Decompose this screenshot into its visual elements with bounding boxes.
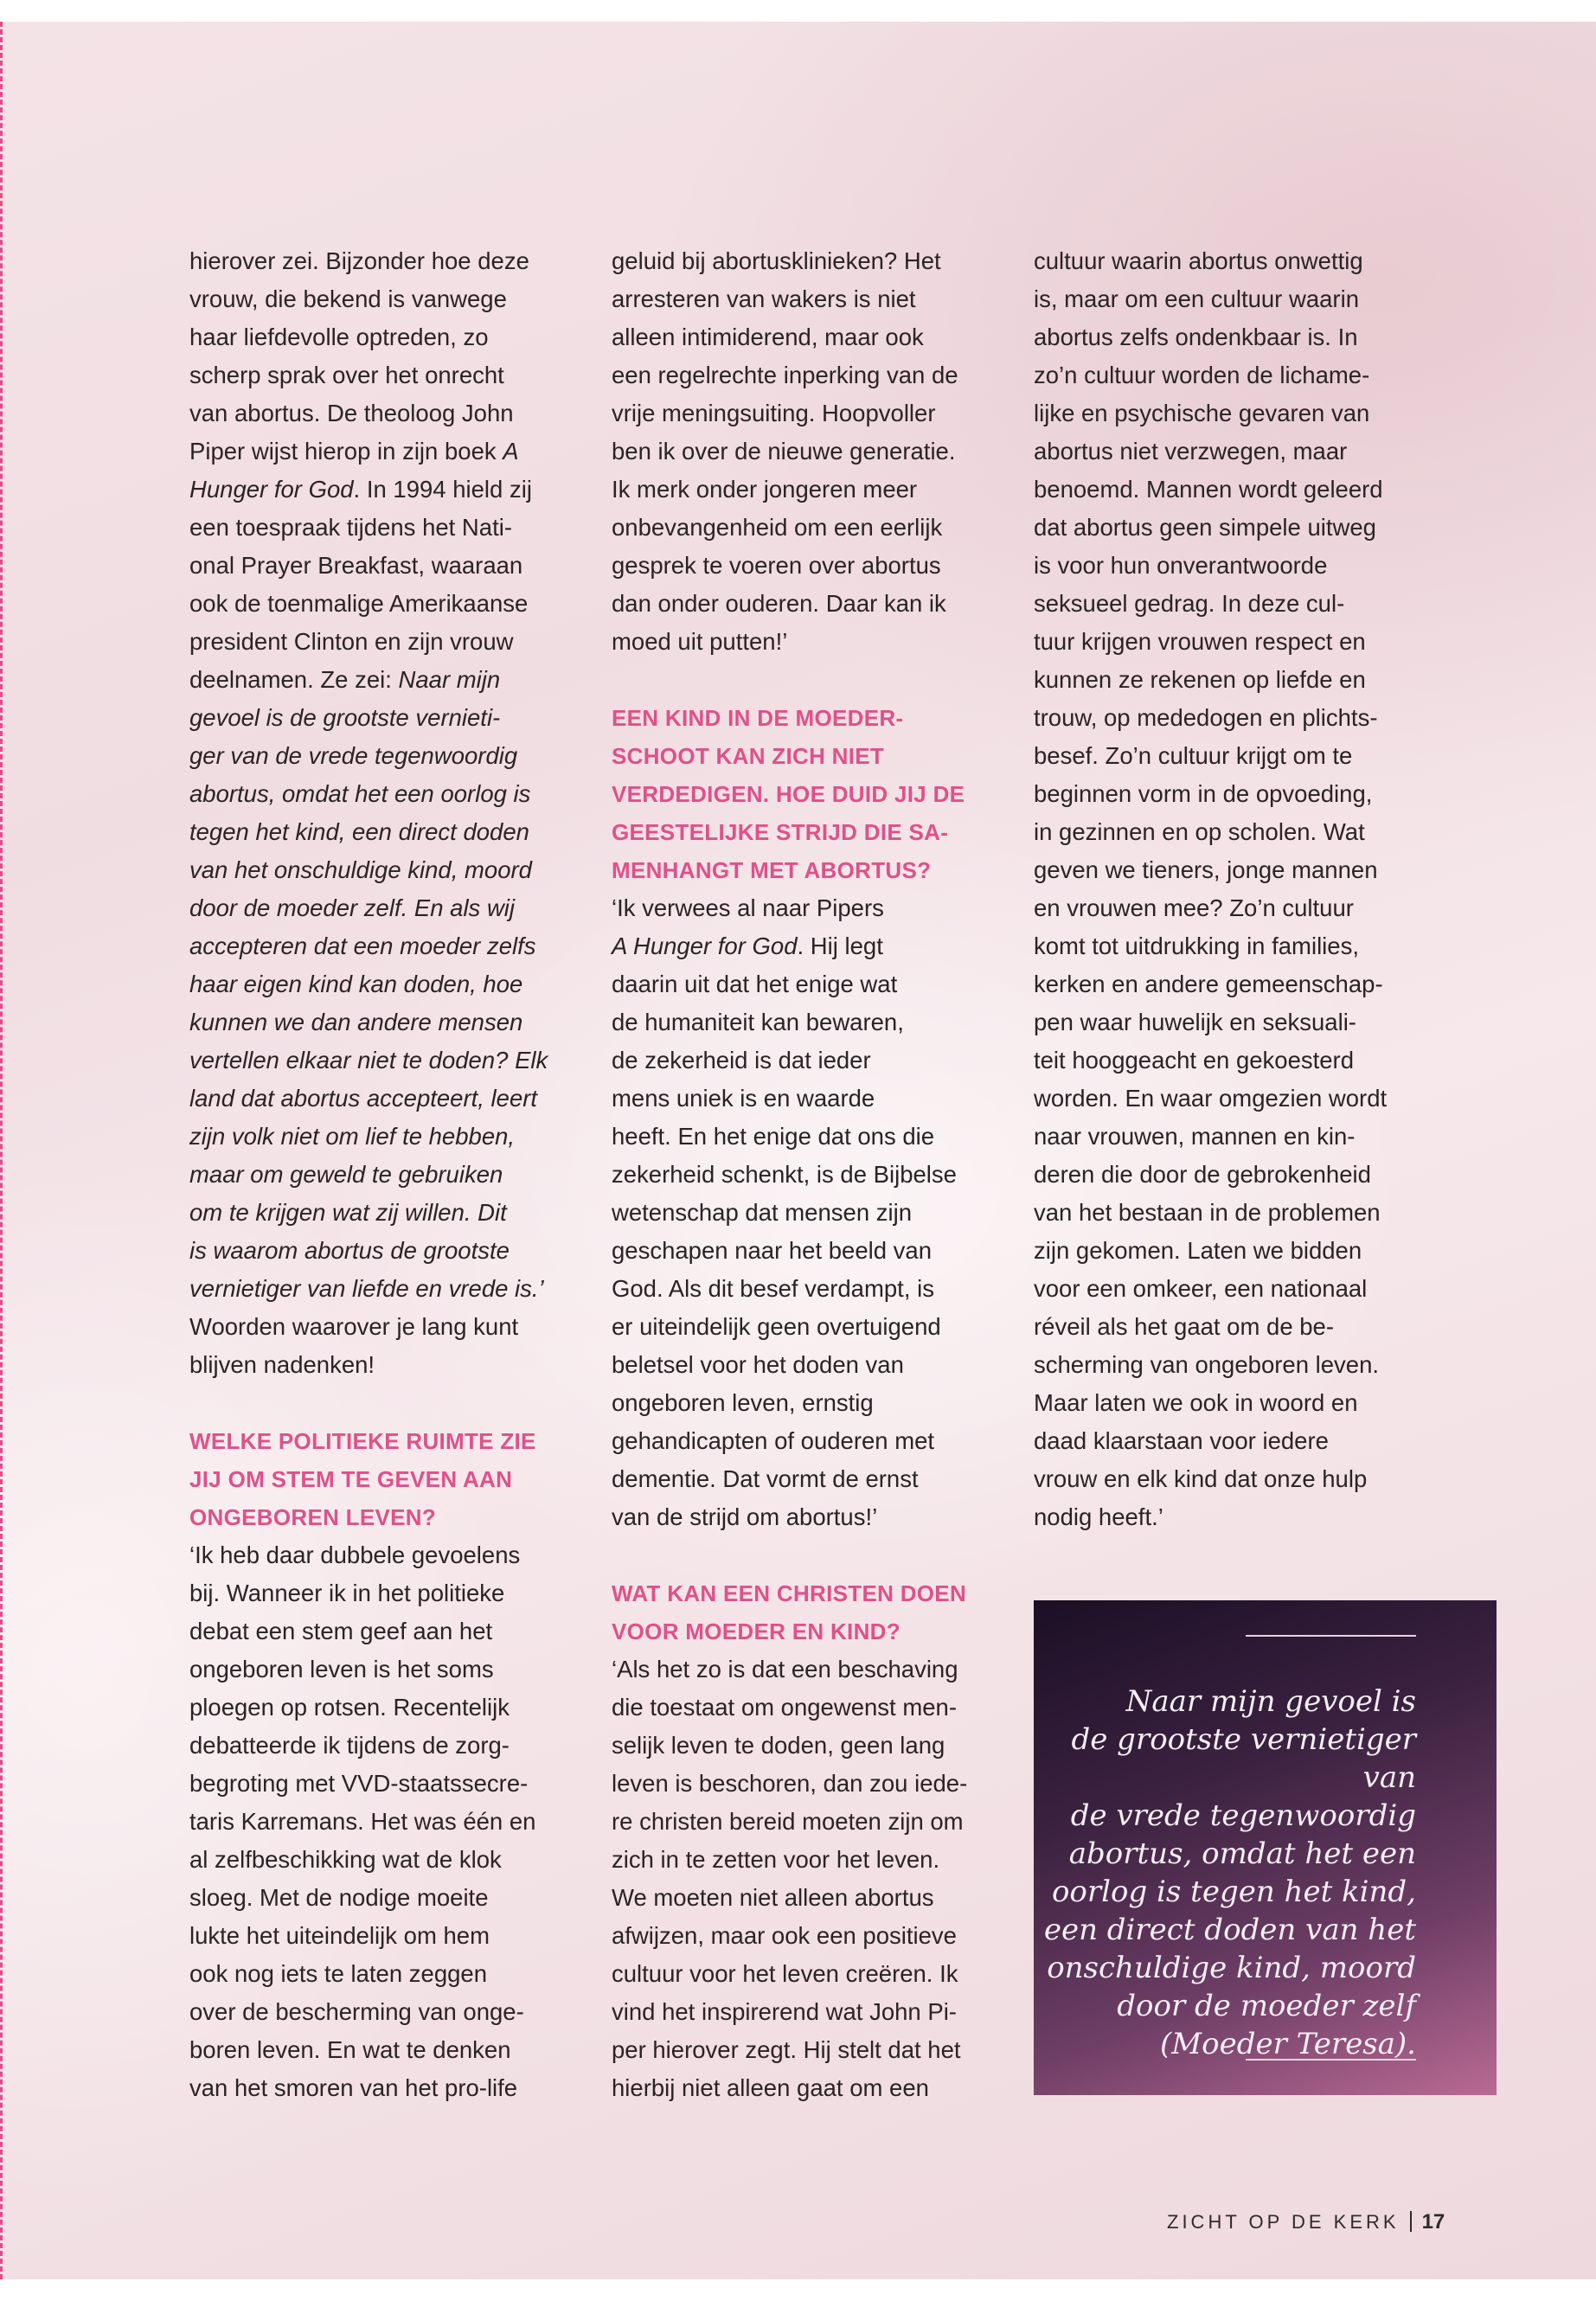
body-line: réveil als het gaat om de be-	[1034, 1313, 1334, 1340]
body-line: God. Als dit besef verdampt, is	[612, 1275, 934, 1302]
section-heading: MENHANGT MET ABORTUS?	[612, 857, 932, 883]
body-line: teit hooggeacht en gekoesterd	[1034, 1047, 1355, 1074]
body-line: zich in te zetten voor het leven.	[612, 1846, 940, 1873]
body-line: daarin uit dat het enige wat	[612, 971, 898, 997]
body-line: mens uniek is en waarde	[612, 1085, 875, 1112]
body-line: is voor hun onverantwoorde	[1034, 552, 1328, 579]
quote-line: om te krijgen wat zij willen. Dit	[189, 1199, 507, 1226]
body-line: onal Prayer Breakfast, waaraan	[189, 552, 523, 579]
body-line: van het smoren van het pro-life	[189, 2074, 518, 2101]
body-line: kerken en andere gemeenschap-	[1034, 971, 1383, 997]
body-line: onbevangenheid om een eerlijk	[612, 514, 943, 541]
body-line: voor een omkeer, een nationaal	[1034, 1275, 1368, 1302]
body-line: geschapen naar het beeld van	[612, 1237, 933, 1264]
pull-quote-line: een direct doden van het	[1043, 1913, 1416, 1947]
quote-line: maar om geweld te gebruiken	[189, 1161, 503, 1188]
body-line: een toespraak tijdens het Nati-	[189, 514, 512, 541]
page-number: 17	[1421, 2210, 1445, 2234]
page-footer	[1167, 2210, 1445, 2234]
paragraph-gap	[612, 1536, 992, 1574]
body-line: alleen intimiderend, maar ook	[612, 324, 924, 350]
body-line: ongeboren leven is het soms	[189, 1656, 494, 1682]
body-line: debat een stem geef aan het	[189, 1618, 493, 1644]
body-line: debatteerde ik tijdens de zorg-	[189, 1732, 510, 1759]
body-line: president Clinton en zijn vrouw	[189, 628, 514, 655]
quote-line: haar eigen kind kan doden, hoe	[189, 971, 523, 997]
body-line: ‘Ik heb daar dubbele gevoelens	[189, 1541, 521, 1568]
body-line: vrouw en elk kind dat onze hulp	[1034, 1465, 1368, 1492]
quote-rule-bottom	[1246, 2059, 1416, 2061]
body-line: komt tot uitdrukking in families,	[1034, 933, 1359, 959]
article-column-3	[1034, 242, 1414, 1536]
body-line: over de bescherming van onge-	[189, 1998, 524, 2025]
body-line: naar vrouwen, mannen en kin-	[1034, 1123, 1356, 1150]
quote-line: land dat abortus accepteert, leert	[189, 1085, 538, 1112]
body-line: heeft. En het enige dat ons die	[612, 1123, 935, 1150]
body-text: deelnamen. Ze zei:	[189, 666, 399, 693]
body-line: de zekerheid is dat ieder	[612, 1047, 871, 1074]
body-line: zekerheid schenkt, is de Bijbelse	[612, 1161, 957, 1188]
body-line: daad klaarstaan voor iedere	[1034, 1427, 1329, 1454]
pull-quote-line: oorlog is tegen het kind,	[1051, 1875, 1416, 1909]
book-title: A Hunger for God	[612, 933, 798, 959]
body-line: hierover zei. Bijzonder hoe deze	[189, 247, 529, 274]
body-line: abortus niet verzwegen, maar	[1034, 438, 1348, 465]
body-line: en vrouwen mee? Zo’n cultuur	[1034, 894, 1354, 921]
body-line	[189, 661, 570, 699]
quote-line: vertellen elkaar niet te doden? Elk	[189, 1047, 548, 1074]
body-line: vind het inspirerend wat John Pi-	[612, 1998, 957, 2025]
body-line: hierbij niet alleen gaat om een	[612, 2074, 929, 2101]
body-line: blijven nadenken!	[189, 1351, 375, 1378]
body-line: leven is beschoren, dan zou iede-	[612, 1770, 968, 1797]
body-line: besef. Zo’n cultuur krijgt om te	[1034, 742, 1353, 769]
section-heading: ONGEBOREN LEVEN?	[189, 1504, 437, 1530]
section-heading: WELKE POLITIEKE RUIMTE ZIE	[189, 1428, 536, 1454]
body-line: vrouw, die bekend is vanwege	[189, 285, 507, 312]
body-line: die toestaat om ongewenst men-	[612, 1694, 957, 1721]
body-line	[612, 927, 992, 965]
body-line: benoemd. Mannen wordt geleerd	[1034, 476, 1383, 503]
body-line: kunnen ze rekenen op liefde en	[1034, 666, 1366, 693]
section-heading: VERDEDIGEN. HOE DUID JIJ DE	[612, 781, 965, 807]
body-line: geluid bij abortusklinieken? Het	[612, 247, 941, 274]
body-line: scherp sprak over het onrecht	[189, 362, 504, 388]
body-line	[189, 433, 570, 471]
body-line: cultuur voor het leven creëren. Ik	[612, 1960, 958, 1987]
body-line: Maar laten we ook in woord en	[1034, 1389, 1358, 1416]
pull-quote-box	[1034, 1600, 1497, 2095]
body-line: er uiteindelijk geen overtuigend	[612, 1313, 941, 1340]
body-line: beletsel voor het doden van	[612, 1351, 904, 1378]
section-heading: SCHOOT KAN ZICH NIET	[612, 743, 885, 769]
quote-rule-top	[1246, 1635, 1416, 1637]
section-heading: GEESTELIJKE STRIJD DIE SA-	[612, 819, 949, 845]
pull-quote-line: Naar mijn gevoel is	[1125, 1684, 1416, 1719]
body-line: moed uit putten!’	[612, 628, 788, 655]
pull-quote-line: (Moeder Teresa).	[1160, 2027, 1416, 2061]
body-line: gehandicapten of ouderen met	[612, 1427, 935, 1454]
body-line: zijn gekomen. Laten we bidden	[1034, 1237, 1362, 1264]
footer-divider	[1410, 2211, 1412, 2232]
quote-line: zijn volk niet om lief te hebben,	[189, 1123, 516, 1150]
body-line: ook de toenmalige Amerikaanse	[189, 590, 529, 617]
body-line: tuur krijgen vrouwen respect en	[1034, 628, 1366, 655]
body-line: Woorden waarover je lang kunt	[189, 1313, 519, 1340]
body-line: van het bestaan in de problemen	[1034, 1199, 1381, 1226]
body-line: in gezinnen en op scholen. Wat	[1034, 818, 1365, 845]
quote-line: ger van de vrede tegenwoordig	[189, 742, 518, 769]
section-heading: VOOR MOEDER EN KIND?	[612, 1618, 901, 1644]
body-line: ben ik over de nieuwe generatie.	[612, 438, 956, 465]
pull-quote-line: door de moeder zelf	[1117, 1989, 1416, 2023]
body-line: haar liefdevolle optreden, zo	[189, 324, 489, 350]
paragraph-gap	[189, 1384, 570, 1422]
body-line: ‘Ik verwees al naar Pipers	[612, 894, 884, 921]
pull-quote-line: abortus, omdat het een	[1068, 1836, 1416, 1871]
article-column-2	[612, 242, 992, 2107]
body-line: Ik merk onder jongeren meer	[612, 476, 918, 503]
quote-line: tegen het kind, een direct doden	[189, 818, 529, 845]
magazine-page	[0, 22, 1596, 2279]
body-line: een regelrechte inperking van de	[612, 362, 958, 388]
body-line: geven we tieners, jonge mannen	[1034, 856, 1378, 883]
body-line: dat abortus geen simpele uitweg	[1034, 514, 1376, 541]
body-line: seksueel gedrag. In deze cul-	[1034, 590, 1345, 617]
pull-quote-line: onschuldige kind, moord	[1047, 1951, 1416, 1985]
body-text: . Hij legt	[797, 933, 883, 959]
body-line: ongeboren leven, ernstig	[612, 1389, 874, 1416]
pull-quote-line: de grootste vernietiger van	[1071, 1722, 1416, 1795]
section-heading: EEN KIND IN DE MOEDER-	[612, 705, 904, 731]
body-line: de humaniteit kan bewaren,	[612, 1009, 904, 1035]
body-line	[189, 471, 570, 509]
body-line: dementie. Dat vormt de ernst	[612, 1465, 919, 1492]
body-line: re christen bereid moeten zijn om	[612, 1808, 964, 1835]
book-title: Hunger for God	[189, 476, 354, 503]
body-line: beginnen vorm in de opvoeding,	[1034, 780, 1373, 807]
quote-line: abortus, omdat het een oorlog is	[189, 780, 531, 807]
body-text: Piper wijst hierop in zijn boek	[189, 438, 503, 465]
pull-quote-text	[1010, 1682, 1416, 2063]
quote-text: Naar mijn	[398, 666, 501, 693]
body-line: is, maar om een cultuur waarin	[1034, 285, 1359, 312]
body-line: ‘Als het zo is dat een beschaving	[612, 1656, 958, 1682]
book-title: A	[503, 438, 519, 465]
body-line: gesprek te voeren over abortus	[612, 552, 941, 579]
body-line: We moeten niet alleen abortus	[612, 1884, 934, 1911]
body-line: ook nog iets te laten zeggen	[189, 1960, 488, 1987]
article-column-1	[189, 242, 570, 2107]
body-line: deren die door de gebrokenheid	[1034, 1161, 1371, 1188]
body-line: vrije meningsuiting. Hoopvoller	[612, 400, 936, 426]
body-line: per hierover zegt. Hij stelt dat het	[612, 2036, 961, 2063]
pull-quote-line: de vrede tegenwoordig	[1070, 1798, 1416, 1833]
body-line: ploegen op rotsen. Recentelijk	[189, 1694, 510, 1721]
quote-line: door de moeder zelf. En als wij	[189, 894, 516, 921]
magazine-name: ZICHT OP DE KERK	[1167, 2211, 1400, 2233]
body-line: lukte het uiteindelijk om hem	[189, 1922, 490, 1949]
body-line: trouw, op mededogen en plichts-	[1034, 704, 1378, 731]
quote-line: is waarom abortus de grootste	[189, 1237, 510, 1264]
body-line: worden. En waar omgezien wordt	[1034, 1085, 1388, 1112]
section-heading: WAT KAN EEN CHRISTEN DOEN	[612, 1580, 967, 1606]
body-line: nodig heeft.’	[1034, 1503, 1163, 1530]
body-line: pen waar huwelijk en seksuali-	[1034, 1009, 1356, 1035]
body-line: bij. Wanneer ik in het politieke	[189, 1580, 505, 1606]
quote-line: van het onschuldige kind, moord	[189, 856, 532, 883]
body-line: lijke en psychische gevaren van	[1034, 400, 1370, 426]
page-edge-marker	[0, 22, 3, 2279]
quote-line: vernietiger van liefde en vrede is.’	[189, 1275, 544, 1302]
quote-line: accepteren dat een moeder zelfs	[189, 933, 536, 959]
quote-line: kunnen we dan andere mensen	[189, 1009, 523, 1035]
quote-line: gevoel is de grootste vernieti-	[189, 704, 501, 731]
body-line: scherming van ongeboren leven.	[1034, 1351, 1380, 1378]
body-line: arresteren van wakers is niet	[612, 285, 916, 312]
body-line: boren leven. En wat te denken	[189, 2036, 511, 2063]
body-line: al zelfbeschikking wat de klok	[189, 1846, 502, 1873]
body-line: selijk leven te doden, geen lang	[612, 1732, 945, 1759]
body-text: . In 1994 hield zij	[353, 476, 532, 503]
body-line: zo’n cultuur worden de lichame-	[1034, 362, 1370, 388]
body-line: sloeg. Met de nodige moeite	[189, 1884, 489, 1911]
body-line: van abortus. De theoloog John	[189, 400, 514, 426]
body-line: afwijzen, maar ook een positieve	[612, 1922, 957, 1949]
body-line: van de strijd om abortus!’	[612, 1503, 878, 1530]
paragraph-gap	[612, 661, 992, 699]
body-line: taris Karremans. Het was één en	[189, 1808, 536, 1835]
body-line: abortus zelfs ondenkbaar is. In	[1034, 324, 1358, 350]
body-line: cultuur waarin abortus onwettig	[1034, 247, 1363, 274]
section-heading: JIJ OM STEM TE GEVEN AAN	[189, 1466, 513, 1492]
body-line: wetenschap dat mensen zijn	[612, 1199, 913, 1226]
body-line: dan onder ouderen. Daar kan ik	[612, 590, 946, 617]
body-line: begroting met VVD-staatssecre-	[189, 1770, 529, 1797]
